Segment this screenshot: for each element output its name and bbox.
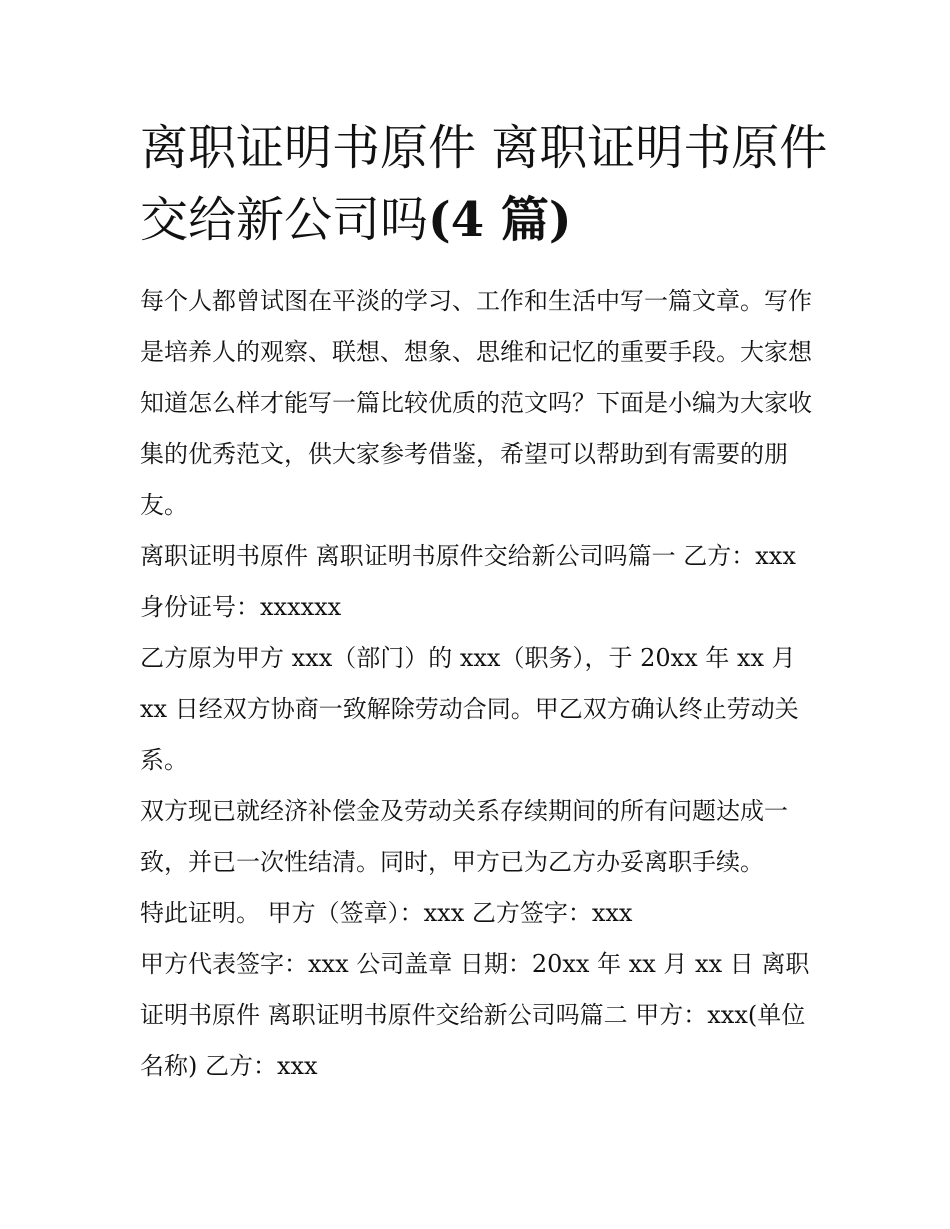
paragraph-signatures: 甲方代表签字：xxx 公司盖章 日期：20xx 年 xx 月 xx 日 离职证明书原件 离职证明书原件交给新公司吗篇二 甲方：xxx(单位名称) 乙方：xxx bbox=[140, 950, 810, 1080]
title-count: (4 篇) bbox=[428, 192, 572, 248]
paragraph-termination: 乙方原为甲方 xxx（部门）的 xxx（职务），于 20xx 年 xx 月 xx 日经双方协商一致解除劳动合同。甲乙双方确认终止劳动关系。 bbox=[140, 644, 799, 774]
paragraph-settlement: 双方现已就经济补偿金及劳动关系存续期间的所有问题达成一致，并已一次性结清。同时，甲方已为乙方办妥离职手续。 bbox=[140, 797, 788, 876]
paragraph-party-b: 离职证明书原件 离职证明书原件交给新公司吗篇一 乙方：xxx 身份证号：xxxxxx bbox=[140, 542, 796, 621]
document-title bbox=[140, 112, 830, 256]
title-text: 离职证明书原件 离职证明书原件交给新公司吗 bbox=[140, 120, 828, 248]
paragraph-certification: 特此证明。 甲方（签章）：xxx 乙方签字：xxx bbox=[140, 899, 633, 927]
document-body bbox=[140, 276, 812, 1092]
intro-paragraph: 每个人都曾试图在平淡的学习、工作和生活中写一篇文章。写作是培养人的观察、联想、想象、思维和记忆的重要手段。大家想知道怎么样才能写一篇比较优质的范文吗？下面是小编为大家收集的优秀范文，供大家参考借鉴，希望可以帮助到有需要的朋友。 bbox=[140, 287, 812, 519]
